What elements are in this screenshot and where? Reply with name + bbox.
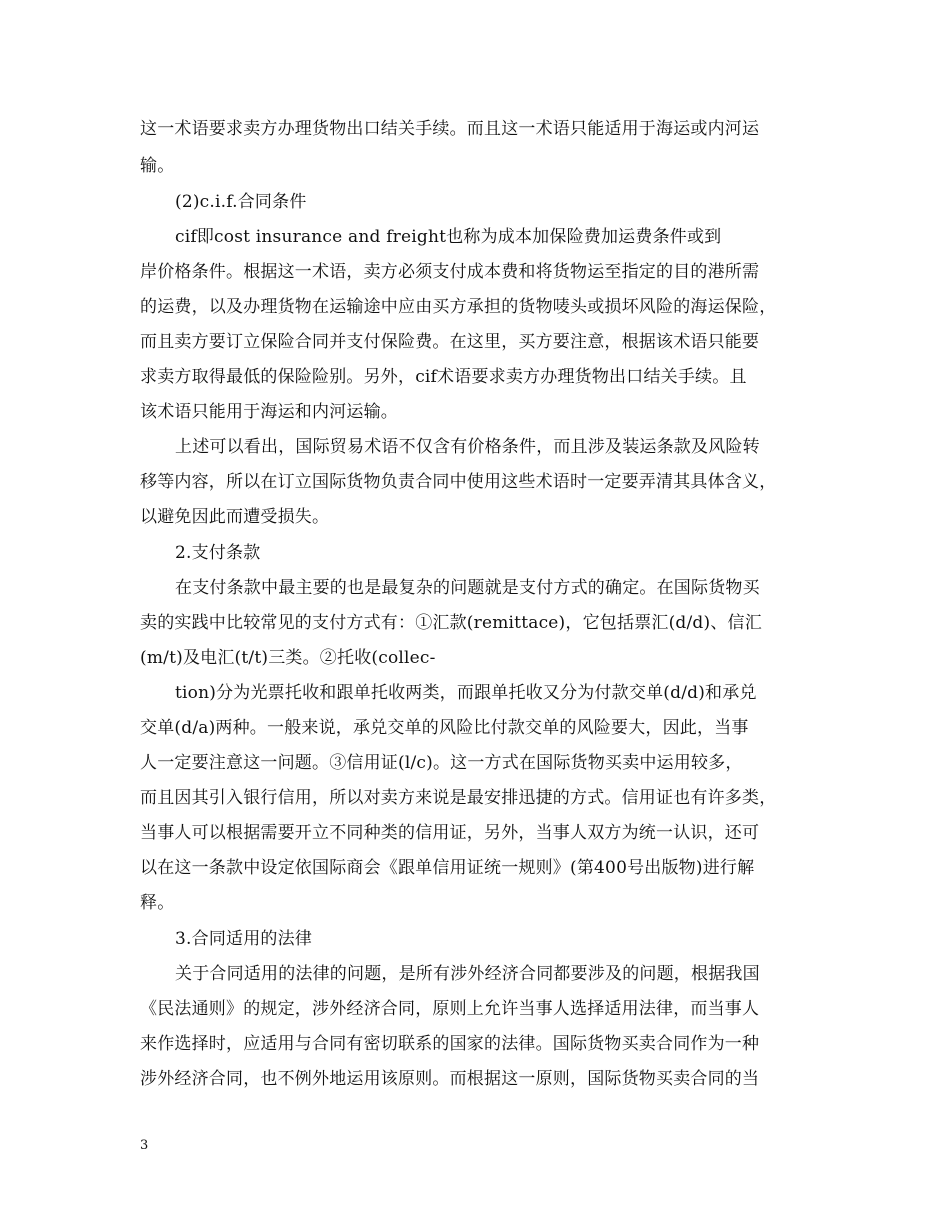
text-line: 输。 [140, 156, 175, 176]
text-line: 以避免因此而遭受损失。 [140, 507, 330, 527]
text-line: 《民法通则》的规定，涉外经济合同，原则上允许当事人选择适用法律，而当事人 [140, 999, 760, 1019]
text-line: 释。 [140, 893, 175, 913]
text-line: 这一术语要求卖方办理货物出口结关手续。而且这一术语只能适用于海运或内河运 [140, 119, 760, 139]
text-line: 的运费，以及办理货物在运输途中应由买方承担的货物唛头或损坏风险的海运保险， [140, 297, 777, 317]
text-line: tion)分为光票托收和跟单托收两类，而跟单托收又分为付款交单(d/d)和承兑 [175, 683, 757, 703]
section-heading: 3.合同适用的法律 [175, 929, 313, 949]
text-line: (m/t)及电汇(t/t)三类。②托收(collec- [140, 648, 436, 668]
text-line: 求卖方取得最低的保险险别。另外，cif术语要求卖方办理货物出口结关手续。且 [140, 367, 747, 387]
text-line: 该术语只能用于海运和内河运输。 [140, 402, 398, 422]
page-number: 3 [140, 1138, 149, 1153]
section-heading: (2)c.i.f.合同条件 [175, 192, 307, 212]
text-line: 以在这一条款中设定依国际商会《跟单信用证统一规则》(第400号出版物)进行解 [140, 858, 755, 878]
text-line: 而且因其引入银行信用，所以对卖方来说是最安排迅捷的方式。信用证也有许多类， [140, 788, 777, 808]
text-line: 关于合同适用的法律的问题，是所有涉外经济合同都要涉及的问题，根据我国 [175, 964, 760, 984]
text-line: 岸价格条件。根据这一术语，卖方必须支付成本费和将货物运至指定的目的港所需 [140, 262, 760, 282]
text-line: 来作选择时，应适用与合同有密切联系的国家的法律。国际货物买卖合同作为一种 [140, 1034, 760, 1054]
text-line: 而且卖方要订立保险合同并支付保险费。在这里，买方要注意，根据该术语只能要 [140, 332, 760, 352]
text-line: cif即cost insurance and freight也称为成本加保险费加运费条件或到 [175, 227, 722, 247]
text-line: 当事人可以根据需要开立不同种类的信用证，另外，当事人双方为统一认识，还可 [140, 823, 760, 843]
text-line: 人一定要注意这一问题。③信用证(l/c)。这一方式在国际货物买卖中运用较多， [140, 753, 743, 773]
text-line: 涉外经济合同，也不例外地运用该原则。而根据这一原则，国际货物买卖合同的当 [140, 1069, 760, 1089]
text-line: 在支付条款中最主要的也是最复杂的问题就是支付方式的确定。在国际货物买 [175, 578, 760, 598]
section-heading: 2.支付条款 [175, 543, 261, 563]
text-line: 移等内容，所以在订立国际货物负责合同中使用这些术语时一定要弄清其具体含义， [140, 472, 777, 492]
text-line: 交单(d/a)两种。一般来说，承兑交单的风险比付款交单的风险要大，因此，当事 [140, 718, 749, 738]
text-line: 上述可以看出，国际贸易术语不仅含有价格条件，而且涉及装运条款及风险转 [175, 437, 760, 457]
text-line: 卖的实践中比较常见的支付方式有：①汇款(remittace)，它包括票汇(d/d)、信汇 [140, 613, 762, 633]
